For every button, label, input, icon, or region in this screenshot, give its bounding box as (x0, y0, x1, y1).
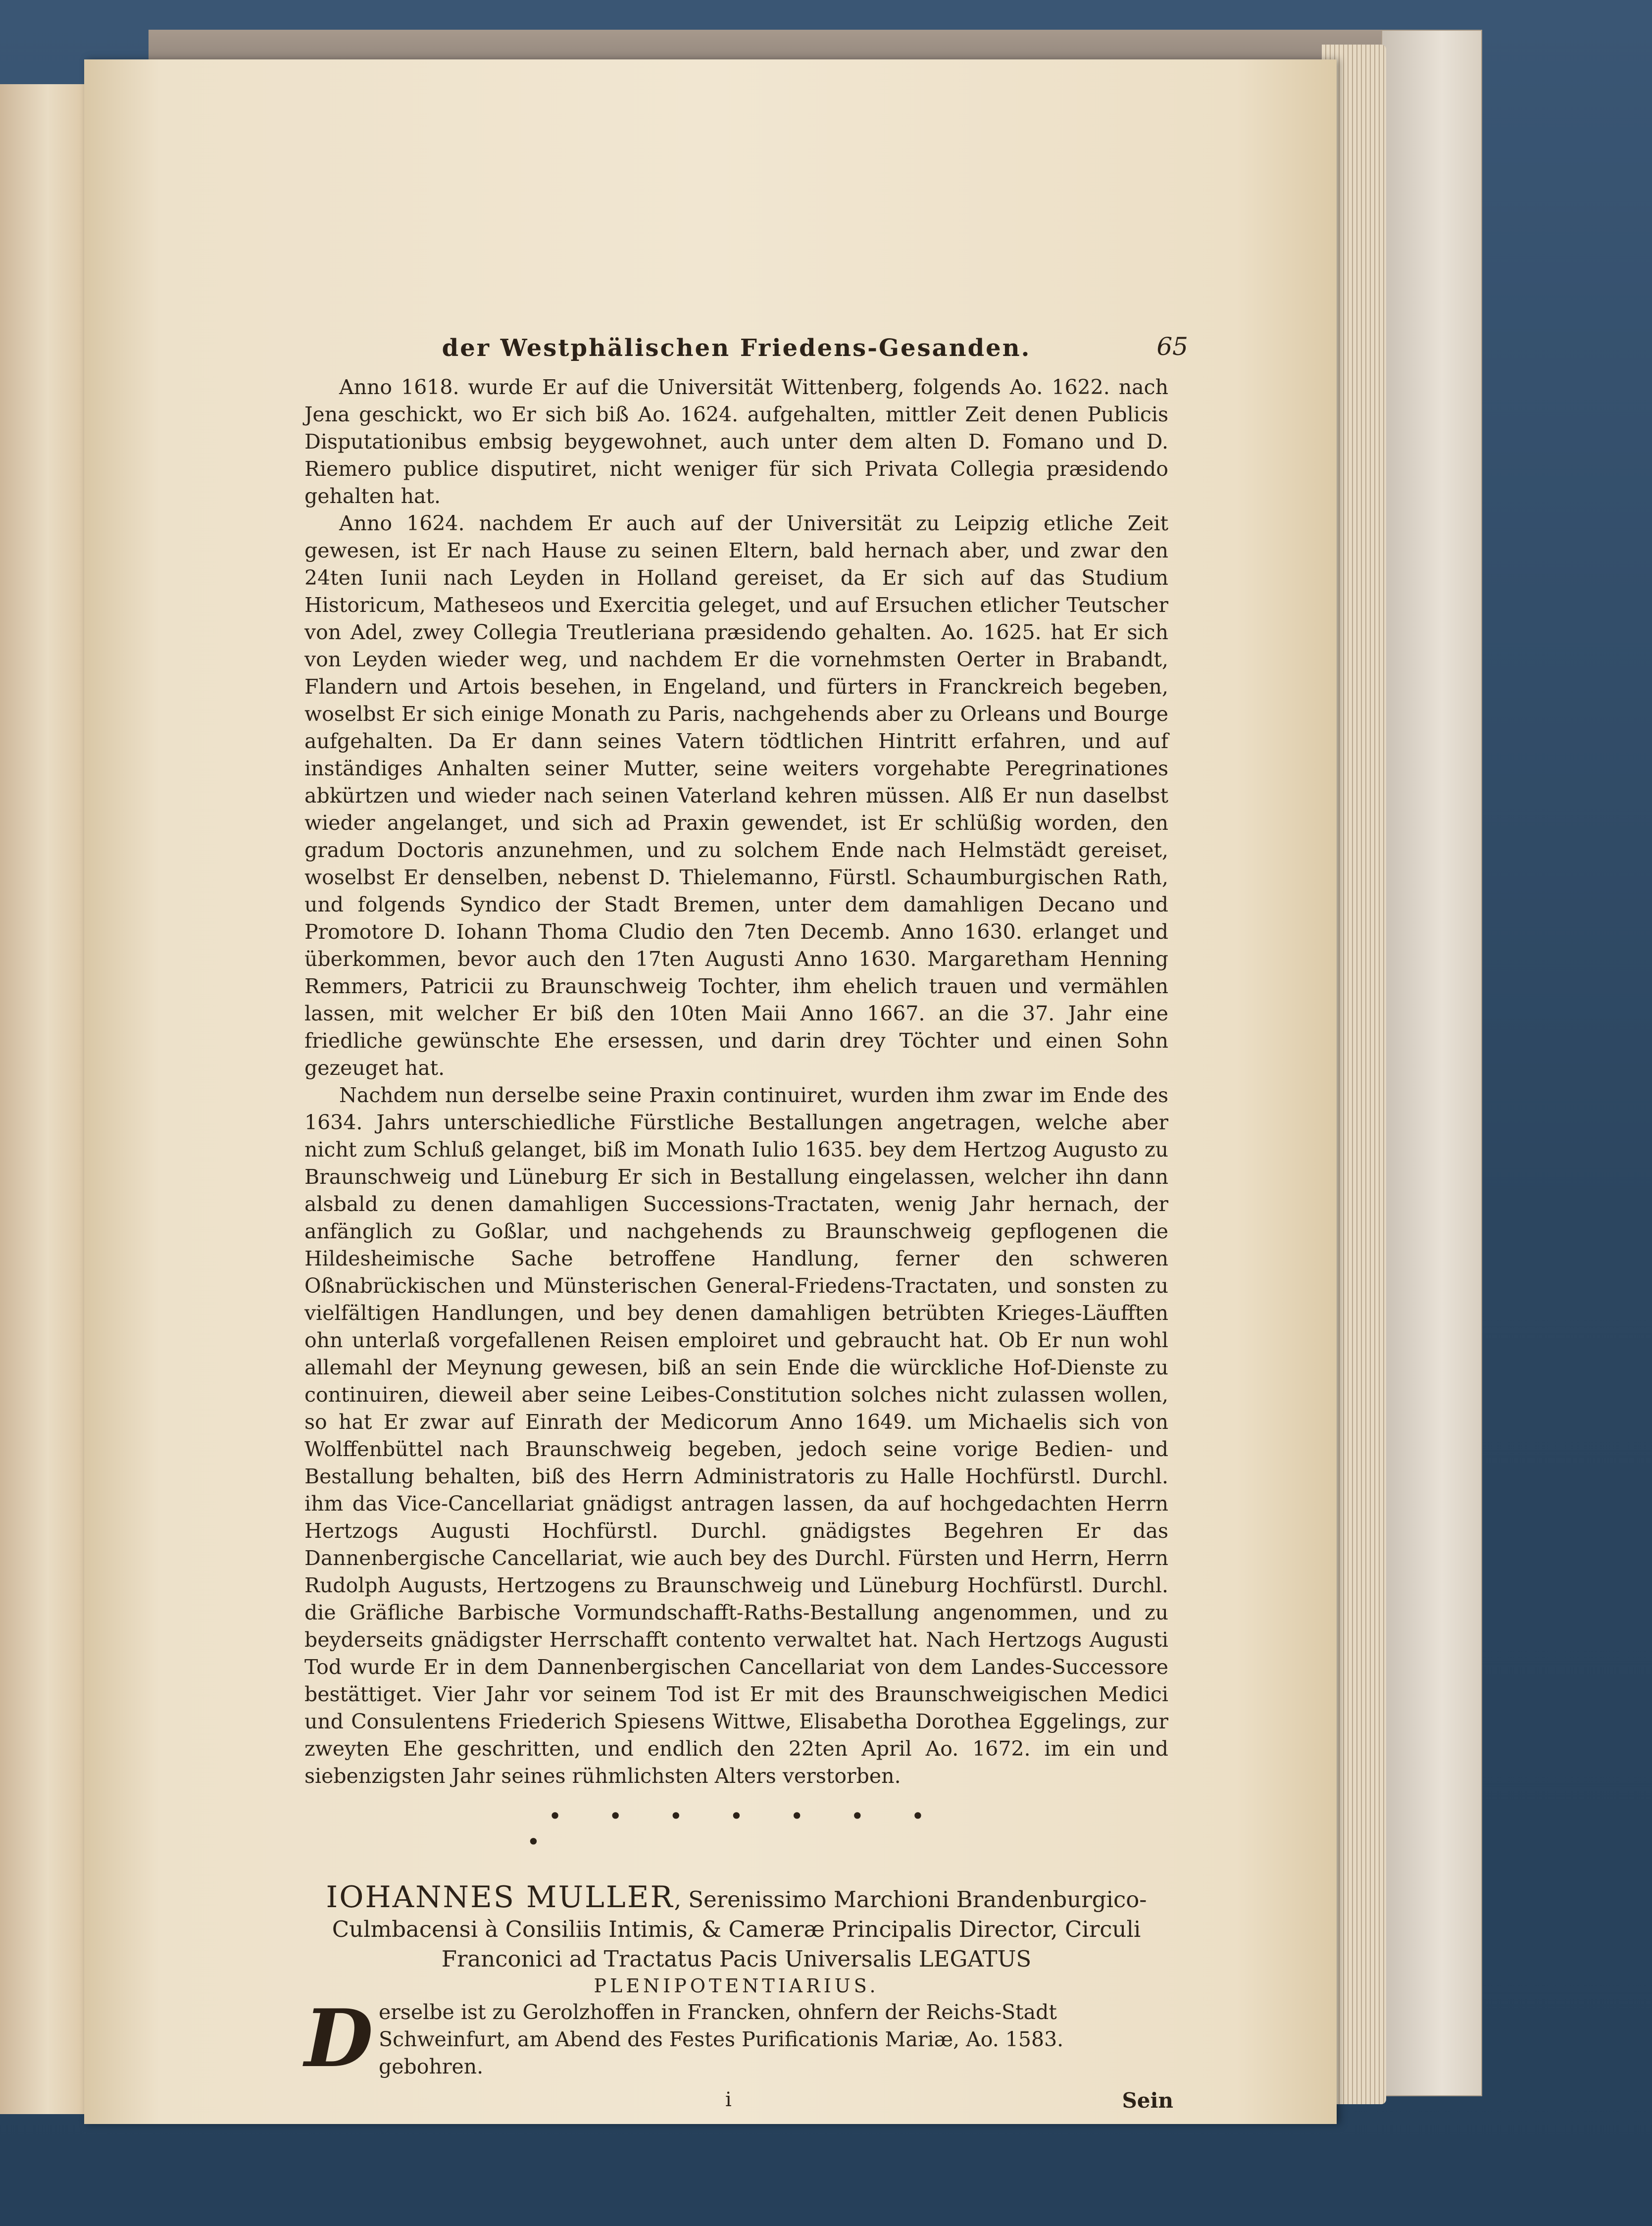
ornament-dot: • (911, 1803, 925, 1829)
ornament-dot: • (851, 1803, 864, 1829)
ornament-row (304, 1803, 1168, 1829)
catchword: Sein (1122, 2088, 1173, 2113)
book-page (84, 59, 1337, 2124)
heading-title: , Serenissimo Marchioni Brandenburgico-Culmbacensi à Consiliis Intimis, & Cameræ Principalis Director, Circuli Franconici ad Tractatus Pacis Universalis LEGATUS (332, 1886, 1147, 1972)
page-footer (304, 2088, 1173, 2123)
ornament-dot: • (548, 1803, 562, 1829)
paragraph-3: Nachdem nun derselbe seine Praxin continuiret, wurden ihm zwar im Ende des 1634. Jahrs unterschiedliche Fürstliche Bestallungen angetragen, welche aber nicht zum Schluß gelanget, biß im Monath Iulio 1635. bey dem Hertzog Augusto zu Braunschweig und Lüneburg Er sich in Bestallung eingelassen, welcher ihn dann alsbald zu denen damahligen Successions-Tractaten, wenig Jahr hernach, der anfänglich zu Goßlar, und nachgehends zu Braunschweig gepflogenen die Hildesheimische Sache betroffene Handlung, ferner den schweren Oßnabrückischen und Münsterischen General-Friedens-Tractaten, und sonsten zu vielfältigen Handlungen, und bey denen damahligen betrübten Krieges-Läufften ohn unterlaß vorgefallenen Reisen emploiret und gebraucht hat. Ob Er nun wohl allemahl der Meynung gewesen, biß an sein Ende die würckliche Hof-Dienste zu continuiren, dieweil aber seine Leibes-Constitution solches nicht zulassen wollen, so hat Er zwar auf Einrath der Medicorum Anno 1649. um Michaelis sich von Wolffenbüttel nach Braunschweig begeben, jedoch seine vorige Bedien- und Bestallung behalten, biß des Herrn Administratoris zu Halle Hochfürstl. Durchl. ihm das Vice-Cancellariat gnädigst antragen lassen, da auf hochgedachten Herrn Hertzogs Augusti Hochfürstl. Durchl. gnädigstes Begehren Er das Dannenbergische Cancellariat, wie auch bey des Durchl. Fürsten und Herrn, Herrn Rudolph Augusts, Hertzogens zu Braunschweig und Lüneburg Hochfürstl. Durchl. die Gräfliche Barbische Vormundschafft-Raths-Bestallung angenommen, und zu beyderseits gnädigster Herrschafft contento verwaltet hat. Nach Hertzogs Augusti Tod wurde Er in dem Dannenbergischen Cancellariat von dem Landes-Successore bestättiget. Vier Jahr vor seinem Tod ist Er mit des Braunschweigischen Medici und Consulentens Friederich Spiesens Wittwe, Elisabetha Dorothea Eggelings, zur zweyten Ehe geschritten, und endlich den 22ten April Ao. 1672. im ein und siebenzigsten Jahr seines rühmlichsten Alters verstorben. (304, 1083, 1168, 1788)
final-paragraph-text: erselbe ist zu Gerolzhoffen in Francken, ohnfern der Reichs-Stadt Schweinfurt, am Abend des Festes Purificationis Mariæ, Ao. 1583. gebohren. (379, 2000, 1064, 2078)
heading-subtitle: PLENIPOTENTIARIUS. (594, 1975, 879, 1997)
ornament-dot: • (526, 1828, 541, 1855)
page-number: 65 (1156, 332, 1188, 361)
ornament-dot: • (669, 1803, 683, 1829)
final-paragraph (304, 1992, 1168, 2085)
drop-cap-initial: D (304, 1992, 373, 2085)
ornament-dot: • (790, 1803, 804, 1829)
heading-name: IOHANNES MULLER (326, 1880, 674, 1915)
running-title: der Westphälischen Friedens-Gesanden. (442, 334, 1031, 362)
ornament-dot: • (608, 1803, 622, 1829)
section-heading (304, 1882, 1168, 1974)
ornament-dot: • (729, 1803, 744, 1829)
paragraph-1: Anno 1618. wurde Er auf die Universität Wittenberg, folgends Ao. 1622. nach Jena geschickt, wo Er sich biß Ao. 1624. aufgehalten, mittler Zeit denen Publicis Disputationibus embsig beygewohnet, auch unter dem alten D. Fomano und D. Riemero publice disputiret, nicht weniger für sich Privata Collegia præsidendo gehalten hat. (304, 375, 1168, 508)
left-page-edge (0, 84, 89, 2114)
paragraph-2: Anno 1624. nachdem Er auch auf der Universität zu Leipzig etliche Zeit gewesen, ist Er nach Hause zu seinen Eltern, bald hernach aber, und zwar den 24ten Iunii nach Leyden in Holland gereiset, da Er sich auf das Studium Historicum, Matheseos und Exercitia geleget, und auf Ersuchen etlicher Teutscher von Adel, zwey Collegia Treutleriana præsidendo gehalten. Ao. 1625. hat Er sich von Leyden wieder weg, und nachdem Er die vornehmsten Oerter in Brabandt, Flandern und Artois besehen, in Engeland, und fürters in Franckreich begeben, woselbst Er sich einige Monath zu Paris, nachgehends aber zu Orleans und Bourge aufgehalten. Da Er dann seines Vatern tödtlichen Hintritt erfahren, und auf inständiges Anhalten seiner Mutter, seine weiters vorgehabte Peregrinationes abkürtzen und wieder nach seinen Vaterland kehren müssen. Alß Er nun daselbst wieder angelanget, und sich ad Praxin gewendet, ist Er schlüßig worden, den gradum Doctoris anzunehmen, und zu solchem Ende nach Helmstädt gereiset, woselbst Er denselben, nebenst D. Thielemanno, Fürstl. Schaumburgischen Rath, und folgends Syndico der Stadt Bremen, unter dem damahligen Decano und Promotore D. Iohann Thoma Cludio den 7ten Decemb. Anno 1630. erlanget und überkommen, bevor auch den 17ten Augusti Anno 1630. Margaretham Henning Remmers, Patricii zu Braunschweig Tochter, ihm ehelich trauen und vermählen lassen, mit welcher Er biß den 10ten Maii Anno 1667. an die 37. Jahr eine friedliche gewünschte Ehe ersessen, und darin drey Töchter und einen Sohn gezeuget hat. (304, 511, 1168, 1080)
inserted-paper-edge (1381, 30, 1482, 2096)
running-head (304, 332, 1188, 374)
signature-mark: i (725, 2088, 732, 2111)
text-block (304, 332, 1188, 2123)
ornament-row-lower (0, 1828, 1168, 1855)
